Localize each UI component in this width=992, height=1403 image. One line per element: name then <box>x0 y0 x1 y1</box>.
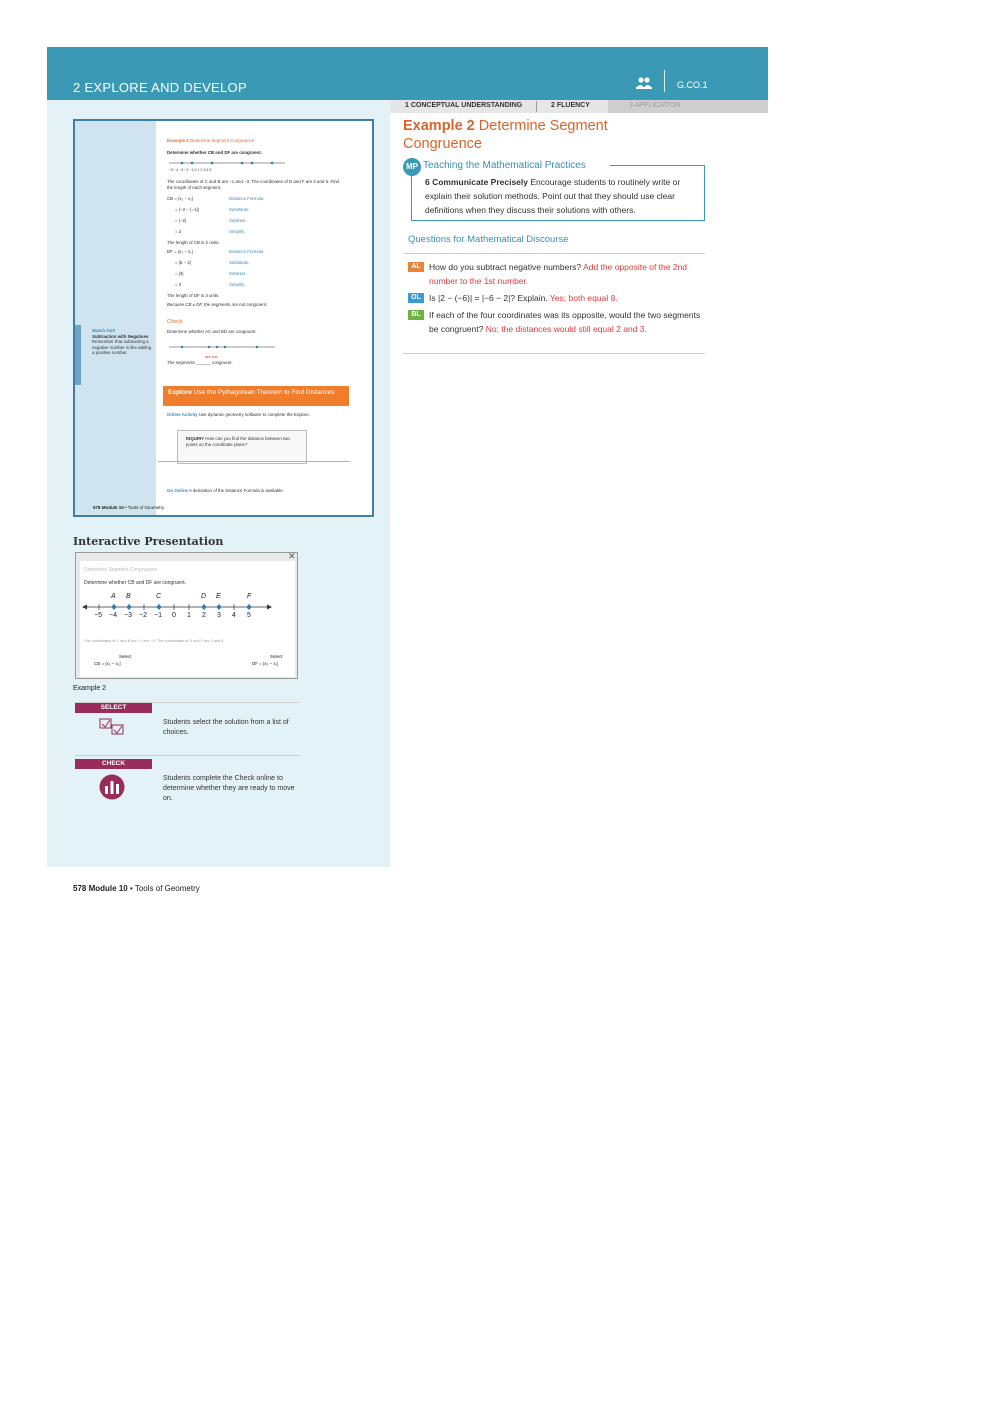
book-footer <box>93 505 164 510</box>
example-label: Example 2 <box>403 118 475 134</box>
book-intro: The coordinates of C and B are −1 and −3. The coordinates of D and F are 2 and 5. Find the length of each segment. <box>167 179 339 190</box>
cb-step-reason: Distance Formula <box>229 196 264 201</box>
math-practices-title: Teaching the Mathematical Practices <box>423 160 586 171</box>
mp-badge-icon: MP <box>403 158 421 176</box>
book-sidebar <box>75 121 156 515</box>
tab-separator <box>536 101 537 112</box>
df-step-expr: DF = |x₂ − x₁| <box>167 249 193 254</box>
tick-label: 1 <box>187 612 191 619</box>
select-description: Students select the solution from a list of choices. <box>163 719 289 736</box>
example-heading <box>403 118 608 134</box>
standard-code: G.CO.1 <box>677 80 708 90</box>
select-bar: SELECT <box>75 703 152 713</box>
question-text: If each of the four coordinates was its opposite, would the two segments be congruent? <box>429 310 701 334</box>
watch-out-title: Watch Out! <box>92 328 116 333</box>
step-right[interactable]: Select <box>270 654 283 659</box>
inquiry-text: How can you find the distance between two points on the coordinate plane? <box>186 436 290 447</box>
group-icon <box>636 76 652 90</box>
discourse-title: Questions for Mathematical Discourse <box>408 234 569 245</box>
answer-text: Yes; both equal 8. <box>549 293 618 303</box>
point-label: E <box>216 593 221 600</box>
watch-out-strip <box>75 325 81 385</box>
discourse-rule-bottom <box>403 353 705 354</box>
question-text: Is |2 − (−6)| = |−6 − 2|? Explain. <box>429 293 548 303</box>
cb-step-reason: Simplify. <box>229 229 246 234</box>
tab-conceptual[interactable]: 1 CONCEPTUAL UNDERSTANDING <box>405 102 523 109</box>
explore-label: Explore <box>168 389 192 396</box>
screen-note: The coordinates of C and B are −1 and −3. The coordinates of D and F are 2 and 5. <box>84 639 225 643</box>
point-label: F <box>247 593 252 600</box>
cb-step-expr: = 2 <box>175 229 182 234</box>
df-step-expr: = |3| <box>175 271 184 276</box>
level-badge-al: AL <box>408 262 424 272</box>
point-labels <box>82 593 272 603</box>
tick-label: 3 <box>217 612 221 619</box>
watch-out-text: Remember that subtracting a negative number is like adding a positive number. <box>92 339 152 355</box>
question-ol <box>408 291 700 305</box>
book-check-label: Check <box>167 319 183 325</box>
question-al <box>408 260 700 288</box>
book-conclusion: Because CB ≠ DF, the segments are not congruent. <box>167 302 268 307</box>
question-text: How do you subtract negative numbers? <box>429 262 582 272</box>
book-cb-length: The length of CB is 2 units. <box>167 240 220 245</box>
example-title-line1: Determine Segment <box>478 118 608 134</box>
tick-label: 0 <box>172 612 176 619</box>
go-online <box>167 488 284 494</box>
screen-subtitle: Determine Segment Congruence <box>84 567 158 573</box>
df-step-reason: Simplify. <box>229 282 246 287</box>
online-activity-label[interactable]: Online Activity <box>167 412 198 417</box>
df-step-reason: Substitute. <box>229 260 250 265</box>
cb-step-reason: Substitute. <box>229 207 250 212</box>
check-description: Students complete the Check online to determine whether they are ready to move on. <box>163 775 295 802</box>
footer-title: Tools of Geometry <box>134 884 200 893</box>
point-label: C <box>156 593 162 600</box>
footer-module: Module 10 <box>88 884 128 893</box>
book-df-length: The length of DF is 3 units. <box>167 293 220 298</box>
point-label: D <box>201 593 207 600</box>
explore-divider <box>158 461 350 462</box>
tick-label: −2 <box>139 612 147 619</box>
book-example-title: Determine Segment Congruence <box>189 138 255 143</box>
eq-left: CB = |x₂ − x₁| <box>94 661 121 666</box>
df-step-reason: Subtract. <box>229 271 247 276</box>
lesson-tabs <box>390 100 768 113</box>
book-footer-module: Module 10 • <box>101 505 127 510</box>
point-label: A <box>111 593 116 600</box>
tick-label: 2 <box>202 612 206 619</box>
book-example-heading <box>167 138 254 144</box>
book-cb-steps <box>167 196 297 240</box>
book-check-fill: are not <box>205 354 218 359</box>
tick-label: 5 <box>247 612 251 619</box>
book-footer-title: Tools of Geometry <box>127 505 165 510</box>
cb-step-expr: CB = |x₂ − x₁| <box>167 196 193 201</box>
close-icon[interactable]: ✕ <box>288 551 296 561</box>
go-online-label[interactable]: Go Online <box>167 488 188 493</box>
inquiry-label: INQUIRY <box>186 436 205 441</box>
tab-application[interactable]: 3 APPLICATION <box>629 102 681 109</box>
inquiry-text-block <box>186 436 296 447</box>
book-prompt: Determine whether CB and DF are congruent. <box>167 150 262 155</box>
math-practices-rule <box>610 165 705 166</box>
book-check-answer: The segments ______ congruent. <box>167 360 233 365</box>
online-activity <box>167 412 337 418</box>
explore-heading <box>168 389 344 396</box>
answer-text: Add the opposite of the 2nd number to the 1st number. <box>429 262 688 286</box>
watch-out-box <box>92 328 152 356</box>
tick-label: −5 <box>94 612 102 619</box>
interactive-presentation-title: Interactive Presentation <box>73 535 224 548</box>
eq-right: DF = |x₂ − x₁| <box>252 661 279 666</box>
book-example-label: Example 2 <box>167 138 189 143</box>
cb-step-reason: Subtract. <box>229 218 247 223</box>
book-footer-page: 578 <box>93 505 101 510</box>
math-practices-text <box>425 175 697 217</box>
tick-label: −3 <box>124 612 132 619</box>
select-rule <box>75 702 300 703</box>
level-badge-ol: OL <box>408 293 424 303</box>
select-icon <box>99 717 125 737</box>
bar-chart-icon <box>99 774 125 800</box>
question-bl <box>408 308 700 350</box>
level-badge-bl: BL <box>408 310 424 320</box>
example-title-line2: Congruence <box>403 136 482 152</box>
step-left[interactable]: Select <box>119 654 132 659</box>
go-online-text: A derivation of the Distance Formula is available. <box>188 488 284 493</box>
check-rule <box>75 755 300 756</box>
df-step-expr: = |5 − 2| <box>175 260 191 265</box>
footer-separator: • <box>129 884 133 893</box>
page-footer <box>73 884 200 893</box>
screen-prompt: Determine whether CB and DF are congruent. <box>84 580 186 586</box>
math-practice-description: Encourage students to routinely write or explain their solution methods. Point out that they should use clear definitions when they discuss their solutions with others. <box>425 177 681 215</box>
discourse-rule-top <box>403 253 705 254</box>
df-step-reason: Distance Formula <box>229 249 264 254</box>
cb-step-expr: = |−2| <box>175 218 187 223</box>
book-check-number-line <box>167 340 277 354</box>
tick-label: 4 <box>232 612 236 619</box>
page-number: 578 <box>73 884 87 893</box>
tick-labels <box>82 612 272 622</box>
online-activity-text: Use dynamic geometry software to complete the Explore. <box>198 412 311 417</box>
book-check-prompt: Determine whether AC and BD are congruent. <box>167 329 257 334</box>
explore-title: Use the Pythagorean Theorem to Find Distances <box>193 389 335 396</box>
section-title: 2 EXPLORE AND DEVELOP <box>73 80 247 95</box>
tab-fluency[interactable]: 2 FLUENCY <box>551 102 590 109</box>
watch-out-subtitle: Subtraction with Negatives <box>92 333 149 339</box>
book-df-steps <box>167 249 297 293</box>
header-divider <box>664 70 665 92</box>
math-practice-name: 6 Communicate Precisely <box>425 177 528 187</box>
df-step-expr: = 3 <box>175 282 182 287</box>
answer-text: No; the distances would still equal 2 and 3. <box>485 324 647 334</box>
point-label: B <box>126 593 131 600</box>
presentation-caption: Example 2 <box>73 685 107 692</box>
cb-step-expr: = |−3 − (−1)| <box>175 207 200 212</box>
tick-label: −4 <box>109 612 117 619</box>
tick-label: −1 <box>154 612 162 619</box>
check-bar: CHECK <box>75 759 152 769</box>
book-ticks: −5 −4 −3 −2 −1 0 1 2 3 4 5 <box>169 168 212 172</box>
